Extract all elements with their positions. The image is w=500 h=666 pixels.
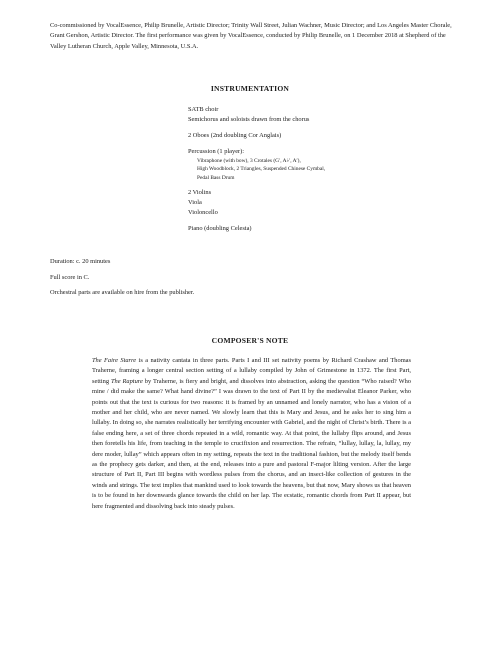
note-text: by Traherne, is fiery and bright, and dissolves into abstraction, asking the question “Who raised? Who mine / did make the same? What hand divine?” I was drawn to the text of Part II by the medievalist Eleanor Parker, who points out that the text is curious for two reasons: it is framed by an unnamed and lonely narrator, who has a vision of a mother and her child, who are never named. We slowly learn that this is Mary and Jesus, and he asks her to sing him a lullaby. In doing so, she narrates realistically her terrifying encounter with Gabriel, and the night of Christ’s birth. There is a false ending here, a set of three chords repeated in a wild, romantic way. At that point, the lullaby flips around, and Jesus then foretells his life, from teaching in the temple to crucifixion and resurrection. The refrain, “lullay, lullay, la, lullay, my dere moder, lullay” which appears often in my setting, repeats the text in the traditional fashion, but the melody itself bends as the prophecy gets darker, and then, at the end, releases into a pure and pastoral F-major lilting version. After the large structure of Part II, Part III begins with wordless pulses from the chorus, and an insect-like collection of gestures in the winds and strings. The text implies that mankind used to look towards the heavens, but that now, Mary shows us that heaven is to be found in her downwards glance towards the child on her lap. The ecstatic, romantic chords from Part II appear, but here fragmented and dissolving back into steady pulses. (92, 377, 411, 510)
instrument-semichorus: Semichorus and soloists drawn from the chorus (188, 116, 310, 123)
score-note: Full score in C. (50, 273, 90, 281)
instrument-violins: 2 Violins (188, 188, 212, 196)
performance-info (50, 257, 450, 304)
composers-note-paragraph (92, 356, 411, 512)
parts-note: Orchestral parts are available on hire from the publisher. (50, 289, 195, 297)
percussion-item: Vibraphone (with bow), 3 Crotales (G′, A♭′, A′), (197, 158, 301, 164)
composers-note-body (92, 356, 411, 512)
instrument-oboes: 2 Oboes (2nd doubling Cor Anglais) (188, 132, 282, 139)
work-title: The Faire Starre (92, 357, 137, 364)
instrument-violoncello: Violoncello (188, 208, 218, 216)
instrumentation-heading: INSTRUMENTATION (210, 84, 290, 93)
percussion-items (188, 157, 418, 182)
instrument-viola: Viola (188, 198, 202, 206)
commission-note: Co-commissioned by VocalEssence, Philip Brunelle, Artistic Director; Trinity Wall Street, Julian Wachner, Music Director; and Los Angeles Master Chorale, Grant Gershon, Artistic Director. The first performance was given by VocalEssence, conducted by Philip Brunelle, on 1 December 2018 at Shepherd of the Valley Lutheran Church, Apple Valley, Minnesota, U.S.A. (50, 22, 452, 50)
poem-title: The Rapture (110, 377, 143, 385)
percussion-item: High Woodblock, 2 Triangles, Suspended Chinese Cymbal, (197, 166, 326, 173)
note-text: is a nativity cantata in three parts. Parts I and III set nativity poems by Richard Crashaw and Thomas Traherne, framing a longer central section setting of a lullaby compiled by John of Grimestone in 1372. The first Part, setting (92, 357, 411, 385)
instrumentation-list (188, 105, 418, 234)
instrument-choir: SATB choir (188, 106, 219, 113)
percussion-item: Pedal Bass Drum (197, 174, 235, 181)
duration: Duration: c. 20 minutes (50, 258, 111, 265)
instrument-piano: Piano (doubling Celesta) (188, 224, 252, 232)
instrument-percussion: Percussion (1 player): (188, 148, 245, 155)
composers-note-heading: COMPOSER'S NOTE (211, 336, 289, 345)
